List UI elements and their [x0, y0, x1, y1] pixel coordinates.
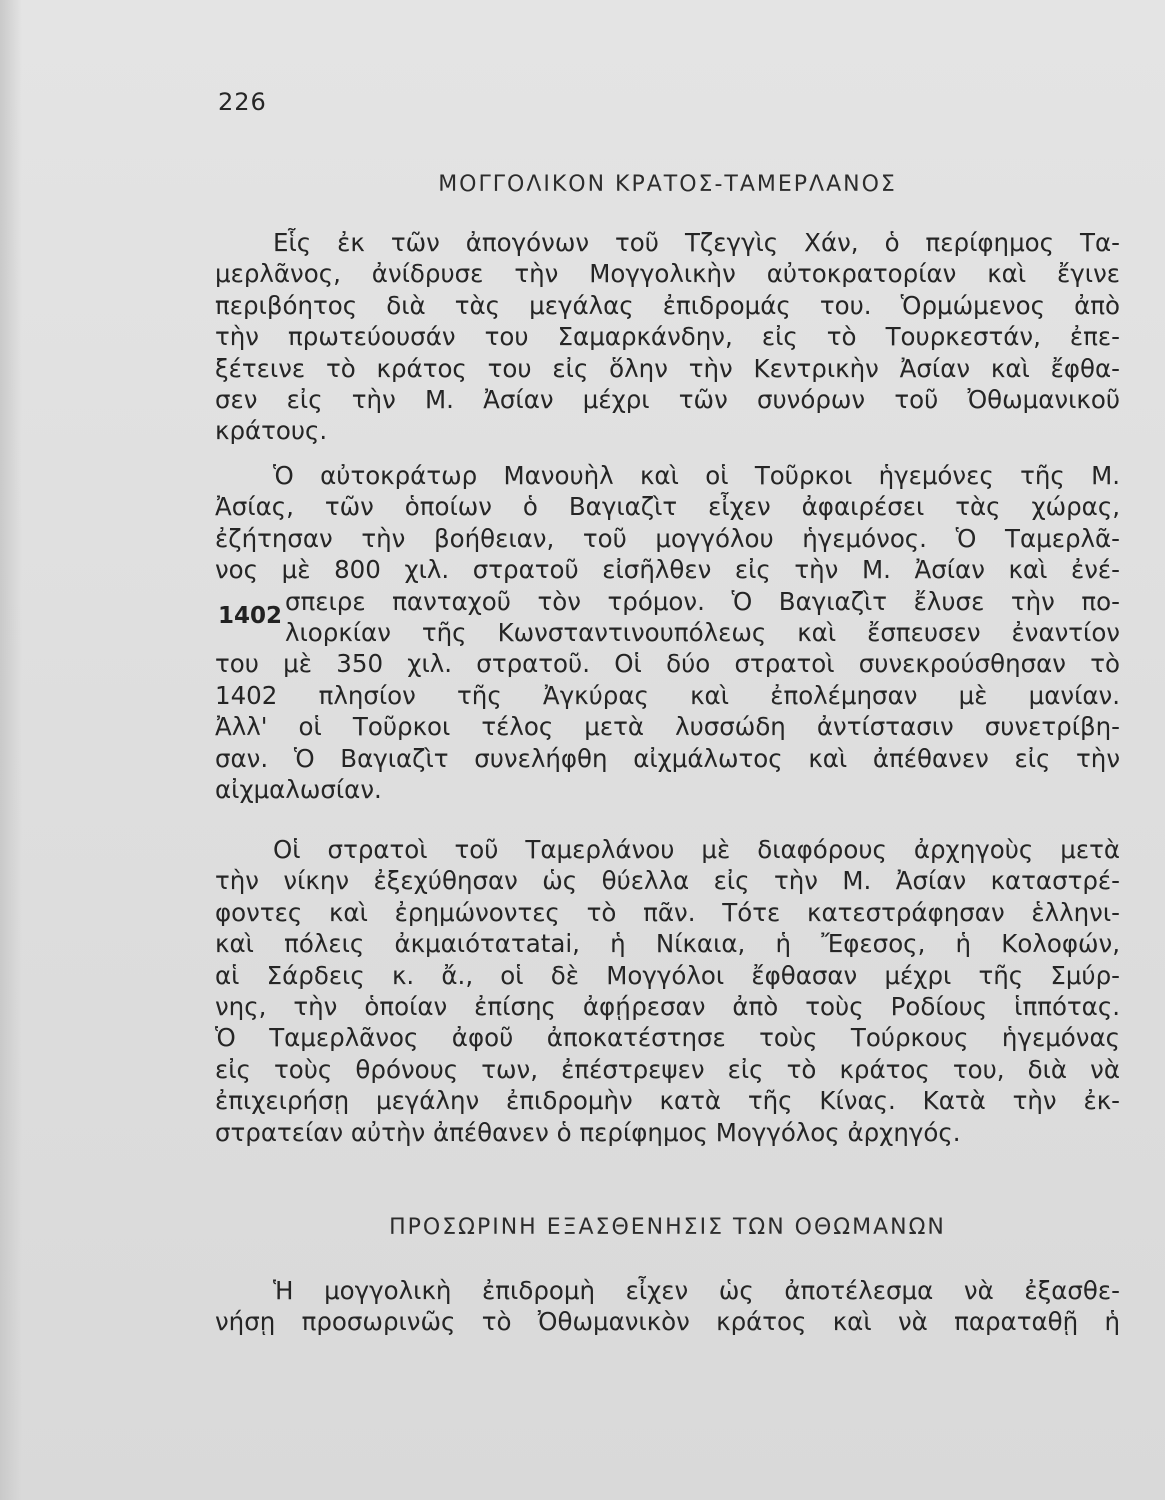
text-line: 1402 πλησίον τῆς Ἀγκύρας καὶ ἐπολέμησαν μὲ μανίαν. [215, 680, 1120, 710]
paragraph-ottoman-weakening [215, 1275, 1120, 1338]
text-line: Ὁ Ταμερλᾶνος ἀφοῦ ἀποκατέστησε τοὺς Τούρκους ἡγεμόνας [215, 1023, 1120, 1053]
text-line: αἱ Σάρδεις κ. ἄ., οἱ δὲ Μογγόλοι ἔφθασαν μέχρι τῆς Σμύρ- [215, 960, 1120, 990]
text-line: τὴν νίκην ἐξεχύθησαν ὡς θύελλα εἰς τὴν Μ. Ἀσίαν καταστρέ- [215, 866, 1120, 896]
text-line: κράτους. [215, 416, 328, 446]
spine-shadow [0, 0, 22, 1500]
text-line: λιορκίαν τῆς Κωνσταντινουπόλεως καὶ ἔσπευσεν ἐναντίον [285, 617, 1120, 647]
text-line: νος μὲ 800 χιλ. στρατοῦ εἰσῆλθεν εἰς τὴν Μ. Ἀσίαν καὶ ἐνέ- [215, 555, 1120, 585]
text-line: Ἀλλ' οἱ Τοῦρκοι τέλος μετὰ λυσσώδη ἀντίστασιν συνετρίβη- [215, 712, 1120, 742]
page-number: 226 [218, 88, 267, 116]
text-line: αἰχμαλωσίαν. [215, 774, 382, 804]
paragraph-tamerlane-intro [215, 227, 1120, 447]
paragraph-battle-of-ankara [215, 460, 1120, 805]
text-line: Ἀσίας, τῶν ὁποίων ὁ Βαγιαζὶτ εἶχεν ἀφαιρέσει τὰς χώρας, [215, 492, 1120, 522]
text-line: στρατείαν αὐτὴν ἀπέθανεν ὁ περίφημος Μογγόλος ἀρχηγός. [215, 1117, 961, 1147]
text-line: ξέτεινε τὸ κράτος του εἰς ὅλην τὴν Κεντρικὴν Ἀσίαν καὶ ἔφθα- [215, 353, 1120, 383]
text-line: σαν. Ὁ Βαγιαζὶτ συνελήφθη αἰχμάλωτος καὶ ἀπέθανεν εἰς τὴν [215, 743, 1120, 773]
text-line: Οἱ στρατοὶ τοῦ Ταμερλάνου μὲ διαφόρους ἀρχηγοὺς μετὰ [273, 835, 1120, 864]
text-line: εἰς τοὺς θρόνους των, ἐπέστρεψεν εἰς τὸ κράτος του, διὰ νὰ [215, 1054, 1120, 1084]
text-line: τὴν πρωτεύουσάν του Σαμαρκάνδην, εἰς τὸ Τουρκεστάν, ἐπε- [215, 322, 1120, 352]
text-line: ἐζήτησαν τὴν βοήθειαν, τοῦ μογγόλου ἡγεμόνος. Ὁ Ταμερλᾶ- [215, 523, 1120, 553]
paragraph-mongol-raids [215, 834, 1120, 1148]
margin-year-note: 1402 [218, 603, 283, 629]
text-line: καὶ πόλεις ἀκμαιότατatai, ἡ Νίκαια, ἡ Ἔφεσος, ἡ Κολοφών, [215, 929, 1120, 959]
text-line: Ἡ μογγολικὴ ἐπιδρομὴ εἶχεν ὡς ἀποτέλεσμα νὰ ἐξασθε- [273, 1276, 1120, 1305]
text-line: Εἷς ἐκ τῶν ἀπογόνων τοῦ Τζεγγὶς Χάν, ὁ περίφημος Τα- [273, 228, 1120, 257]
text-line: του μὲ 350 χιλ. στρατοῦ. Οἱ δύο στρατοὶ συνεκρούσθησαν τὸ [215, 649, 1120, 679]
section-heading-ottoman-weakening: ΠΡΟΣΩΡΙΝΗ ΕΞΑΣΘΕΝΗΣΙΣ ΤΩΝ ΟΘΩΜΑΝΩΝ [389, 1215, 946, 1240]
text-line: φοντες καὶ ἐρημώνοντες τὸ πᾶν. Τότε κατεστράφησαν ἑλληνι- [215, 897, 1120, 927]
section-heading-mongol-empire: ΜΟΓΓΟΛΙΚΟΝ ΚΡΑΤΟΣ-ΤΑΜΕΡΛΑΝΟΣ [438, 172, 897, 197]
text-line: νης, τὴν ὁποίαν ἐπίσης ἀφῄρεσαν ἀπὸ τοὺς Ροδίους ἱππότας. [215, 991, 1120, 1021]
text-line: μερλᾶνος, ἀνίδρυσε τὴν Μογγολικὴν αὐτοκρατορίαν καὶ ἔγινε [215, 259, 1120, 289]
text-line: σεν εἰς τὴν Μ. Ἀσίαν μέχρι τῶν συνόρων τοῦ Ὀθωμανικοῦ [215, 384, 1120, 414]
text-line: Ὁ αὐτοκράτωρ Μανουὴλ καὶ οἱ Τοῦρκοι ἡγεμόνες τῆς Μ. [273, 461, 1120, 490]
text-line: νήσῃ προσωρινῶς τὸ Ὀθωμανικὸν κράτος καὶ νὰ παραταθῇ ἡ [215, 1307, 1120, 1337]
text-line: ἐπιχειρήσῃ μεγάλην ἐπιδρομὴν κατὰ τῆς Κίνας. Κατὰ τὴν ἐκ- [215, 1086, 1120, 1116]
text-line: σπειρε πανταχοῦ τὸν τρόμον. Ὁ Βαγιαζὶτ ἔλυσε τὴν πο- [285, 586, 1120, 616]
text-line: περιβόητος διὰ τὰς μεγάλας ἐπιδρομάς του. Ὁρμώμενος ἀπὸ [215, 290, 1120, 320]
